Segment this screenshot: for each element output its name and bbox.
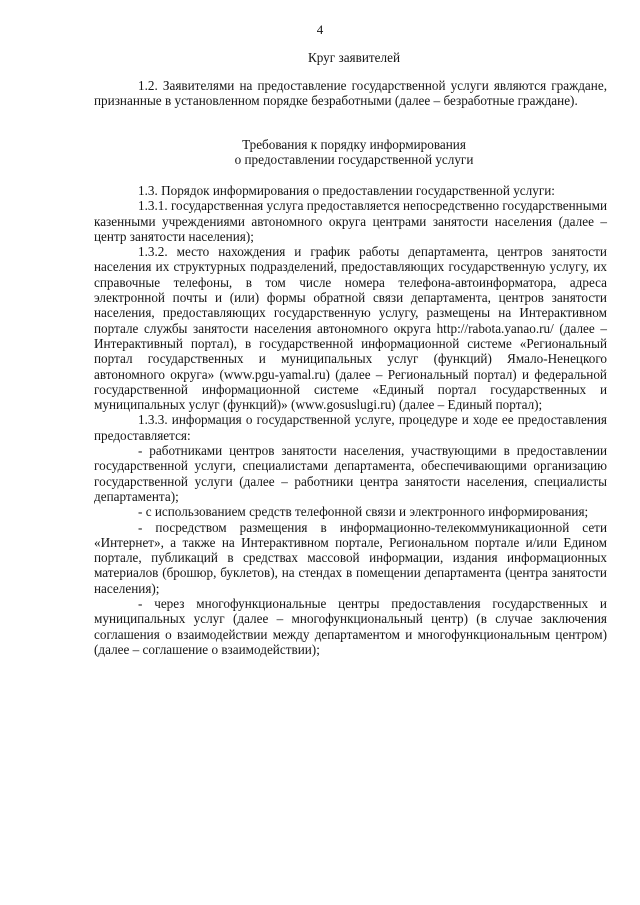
- heading-line-2: о предоставлении государственной услуги: [234, 152, 474, 168]
- heading-line-1: Требования к порядку информирования: [242, 137, 466, 152]
- section-heading-applicants: Круг заявителей: [307, 50, 401, 65]
- page-number: 4: [316, 22, 324, 37]
- list-item-phone: - с использованием средств телефонной связи и электронного информирования;: [138, 504, 589, 520]
- paragraph-1-3-3: 1.3.3. информация о государственной услуге, процедуре и ходе ее предоставления предоставляется:: [94, 412, 607, 443]
- paragraph-1-2: 1.2. Заявителями на предоставление государственной услуги являются граждане, признанные в установленном порядке безработными (далее – безработные граждане).: [94, 78, 607, 109]
- list-item-staff: - работниками центров занятости населения, участвующими в предоставлении государственной услуги, специалистами департамента, обеспечивающими организацию государственной услуги (далее – работники центра занятости населения, специалисты департамента);: [94, 443, 607, 504]
- paragraph-1-3-1: 1.3.1. государственная услуга предоставляется непосредственно государственными казенными учреждениями автономного округа центрами занятости населения (далее – центр занятости населения);: [94, 198, 607, 244]
- section-applicants-body: [94, 78, 607, 109]
- section-heading-requirements: [94, 137, 614, 168]
- list-item-mfc: - через многофункциональные центры предоставления государственных и муниципальных услуг (далее – многофункциональный центр) (в случае заключения соглашения о взаимодействии между департаментом и многофункциональным центром) (далее – соглашение о взаимодействии);: [94, 596, 607, 657]
- paragraph-1-3: 1.3. Порядок информирования о предоставлении государственной услуги:: [138, 183, 555, 198]
- list-item-internet: - посредством размещения в информационно-телекоммуникационной сети «Интернет», а также на Интерактивном портале, Региональном портале и/или Едином портале, публикаций в средствах массовой информации, издания информационных материалов (брошюр, буклетов), на стендах в помещении департамента (центра занятости населения);: [94, 519, 607, 596]
- paragraph-1-3-2: 1.3.2. место нахождения и график работы департамента, центров занятости населения их структурных подразделений, предоставляющих государственную услугу, их справочные телефоны, в том числе номера телефона-автоинформатора, адреса электронной почты и (или) формы обратной связи департамента, центров занятости населения, предоставляющих государственную услугу, размещены на Интерактивном портале службы занятости населения автономного округа http://rabota.yanao.ru/ (далее – Интерактивный портал), в государственной информационной системе «Региональный портал государственных и муниципальных услуг (функций) Ямало-Ненецкого автономного округа» (www.pgu-yamal.ru) (далее – Региональный портал) и федеральной государственной информационной системе «Единый портал государственных и муниципальных услуг (функций)» (www.gosuslugi.ru) (далее – Единый портал);: [94, 244, 607, 413]
- section-requirements-body: [94, 183, 607, 657]
